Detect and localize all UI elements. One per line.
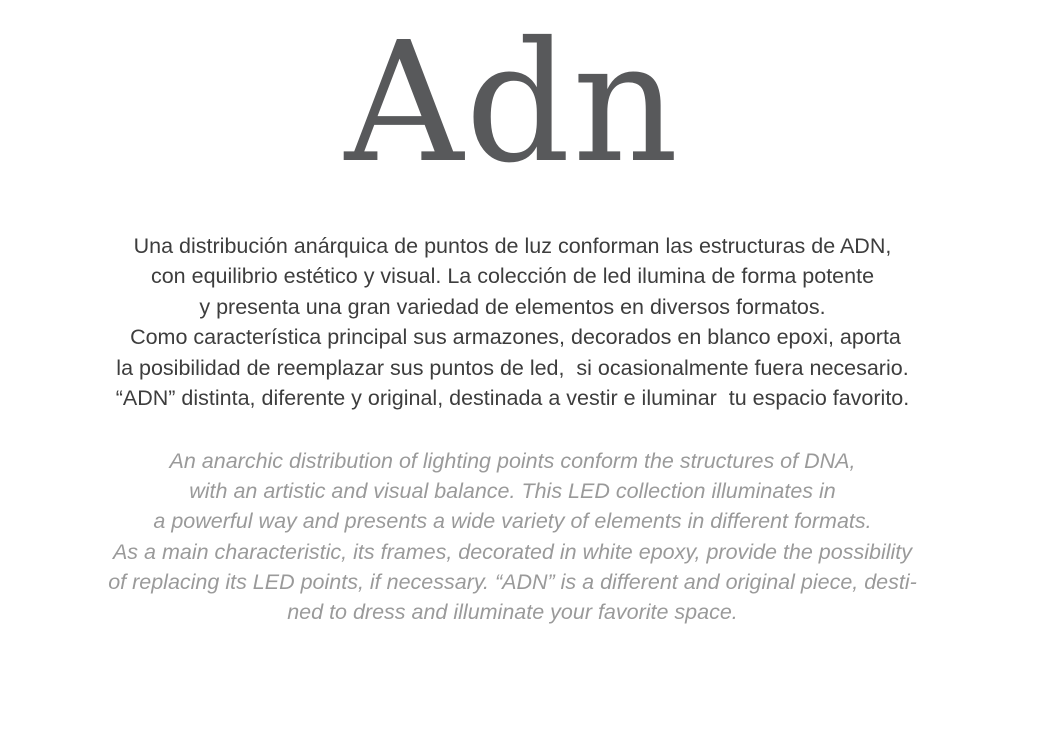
description-english-line: An anarchic distribution of lighting points conform the structures of DNA, [169, 449, 856, 473]
description-english-line: of replacing its LED points, if necessary. “ADN” is a different and original piece, desti- [108, 569, 917, 594]
description-spanish-line: y presenta una gran variedad de elementos en diversos formatos. [199, 294, 826, 319]
description-english-line: ned to dress and illuminate your favorite space. [287, 600, 738, 625]
description-spanish-line: con equilibrio estético y visual. La colección de led ilumina de forma potente [150, 264, 875, 289]
description-english-line: with an artistic and visual balance. This LED collection illuminates in [189, 479, 836, 504]
description-english [0, 446, 1025, 627]
description-spanish-line: la posibilidad de reemplazar sus puntos de led, si ocasionalmente fuera necesario. [116, 355, 909, 380]
description-spanish [0, 231, 1025, 413]
description-english-line: a powerful way and presents a wide variety of elements in different formats. [153, 509, 872, 534]
description-spanish-line: Como característica principal sus armazones, decorados en blanco epoxi, aporta [124, 325, 901, 350]
description-spanish-line: Una distribución anárquica de puntos de luz conforman las estructuras de ADN, [133, 234, 892, 258]
page-title: Adn [344, 7, 681, 200]
description-spanish-line: “ADN” distinta, diferente y original, destinada a vestir e iluminar tu espacio favorito. [115, 386, 910, 411]
description-english-line: As a main characteristic, its frames, decorated in white epoxy, provide the possibility [112, 539, 913, 564]
